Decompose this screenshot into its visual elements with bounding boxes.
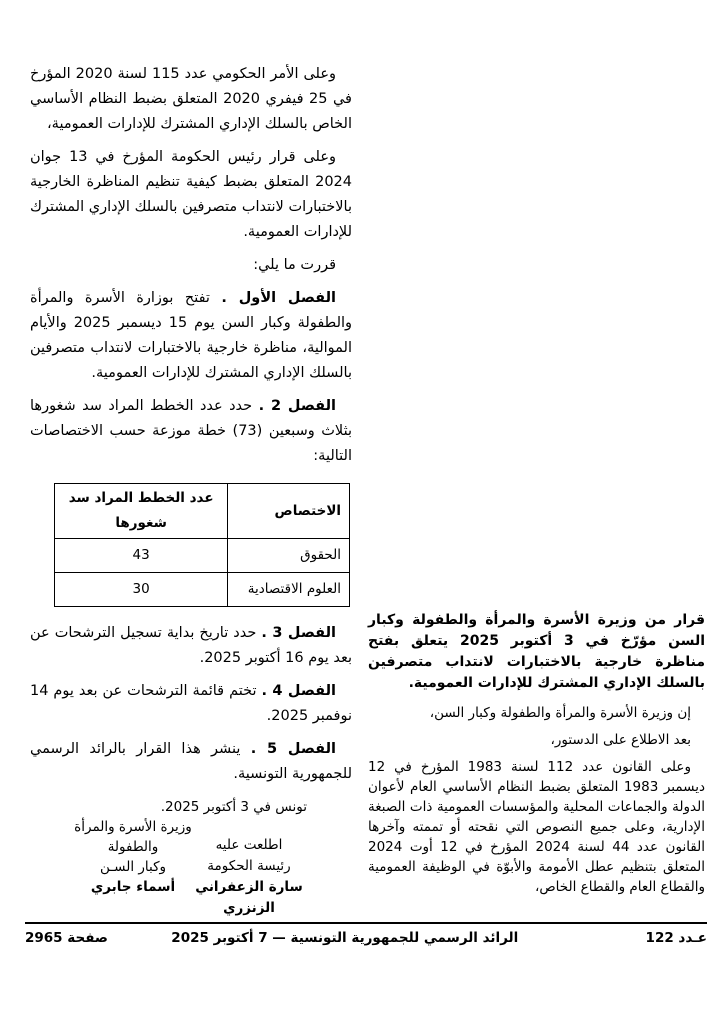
decree-title: قرار من وزيرة الأسرة والمرأة والطفولة وكبار السن مؤرّخ في 3 أكتوبر 2025 يتعلق بفتح مناظرة خارجية بالاختبارات لانتداب متصرفين بالسلك الإداري المشترك للإدارات العمومية. [368,612,706,691]
cell-count-law: 43 [55,539,228,573]
decree-intro-line: إن وزيرة الأسرة والمرأة والطفولة وكبار السن، [429,705,691,721]
minister-title-line-2: وكبار السـن [99,859,167,875]
cell-count-economics: 30 [55,573,228,607]
pm-title: رئيسة الحكومة [207,858,291,874]
reference-paragraph-pm-order: وعلى قرار رئيس الحكومة المؤرخ في 13 جوان 2024 المتعلق بضبط كيفية تنظيم المناظرة الخارجية بالاختبارات لانتداب متصرفين بالسلك الإداري المشترك للإدارات العمومية. [30,149,352,240]
right-column [368,610,705,904]
specialties-table [54,483,350,607]
article-3-text: حدد تاريخ بداية تسجيل الترشحات عن بعد يوم 16 أكتوبر 2025. [30,625,352,666]
article-4-text: تختم قائمة الترشحات عن بعد يوم 14 نوفمبر 2025. [30,683,352,724]
article-1-text: تفتح بوزارة الأسرة والمرأة والطفولة وكبار السن يوم 15 ديسمبر 2025 والأيام الموالية، مناظرة خارجية بالاختبارات لانتداب متصرفين بالسلك الإداري المشترك للإدارات العمومية. [30,290,353,381]
left-column [30,62,353,916]
article-5-label: الفصل 5 . [250,741,336,757]
table-row [55,573,350,607]
signature-block [30,795,352,916]
article-3 [30,621,352,671]
article-4 [30,679,352,729]
page-footer [25,930,707,946]
minister-name: أسماء جابري [90,879,176,895]
law-112-reference: وعلى القانون عدد 112 لسنة 1983 المؤرخ في 12 ديسمبر 1983 المتعلق بضبط النظام الأساسي العام لأعوان الدولة والجماعات المحلية والمؤسسات العمومية ذات الصبغة الإدارية، وعلى جميع النصوص التي نقحته أو تممته وآخرها القانون عدد 44 لسنة 2024 المؤرخ في 12 أوت 2024 المتعلق بتنظيم عطل الأمومة والأبوّة في الوظيفة العمومية والقطاع العام والقطاع الخاص، [368,759,706,895]
table-row [55,539,350,573]
signature-date: تونس في 3 أكتوبر 2025. [160,799,307,815]
table-header-row [55,484,350,539]
footer-divider [25,922,707,924]
pm-acknowledgment [184,835,314,919]
header-cell-positions: عدد الخطط المراد سد شغورها [55,484,228,539]
reference-paragraph-decree-115: وعلى الأمر الحكومي عدد 115 لسنة 2020 المؤرخ في 25 فيفري 2020 المتعلق بضبط النظام الأساسي الخاص بالسلك الإداري المشترك للإدارات العمومية، [30,66,352,132]
pm-name: سارة الزعفراني الزنزري [195,879,303,916]
pm-seen-label: اطلعت عليه [215,837,283,853]
article-3-label: الفصل 3 . [261,625,336,641]
footer-issue-number: عـدد 122 [645,930,707,946]
decision-intro: قررت ما يلي: [253,257,336,273]
cell-specialty-economics: العلوم الاقتصادية [228,573,350,607]
article-2-text: حدد عدد الخطط المراد سد شغورها بثلاث وسبعين (73) خطة موزعة حسب الاختصاصات التالية: [30,398,352,464]
footer-page-number: صفحة 2965 [25,930,108,946]
article-4-label: الفصل 4 . [261,683,336,699]
article-1-label: الفصل الأول . [221,290,337,306]
minister-title-line-1: وزيرة الأسرة والمرأة والطفولة [74,819,192,855]
article-5 [30,737,352,787]
article-5-text: ينشر هذا القرار بالرائد الرسمي للجمهورية التونسية. [30,741,352,782]
article-2 [30,394,352,469]
cell-specialty-law: الحقوق [228,539,350,573]
article-2-label: الفصل 2 . [258,398,336,414]
header-cell-specialty: الاختصاص [228,484,350,539]
constitution-reference: بعد الاطلاع على الدستور، [550,732,691,748]
footer-journal-title: الرائد الرسمي للجمهورية التونسية — 7 أكتوبر 2025 [171,930,519,946]
article-1 [30,286,352,386]
